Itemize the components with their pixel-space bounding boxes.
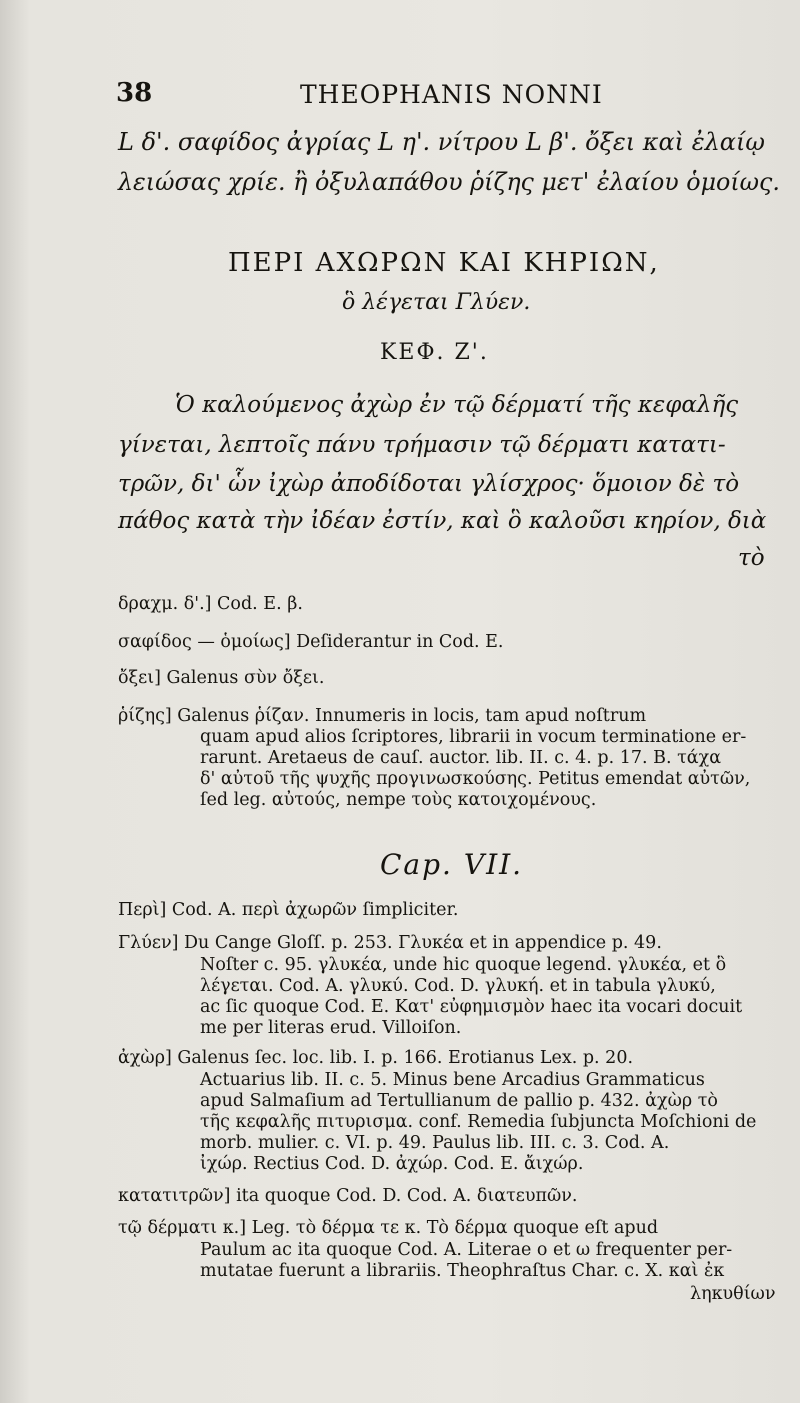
footnote-line: rarunt. Aretaeus de cauſ. auctor. lib. II. c. 4. p. 17. B. τάχα [200,748,722,768]
footnote-line: δ' αὐτοῦ τῆς ψυχῆς προγινωσκούσης. Petitus emendat αὐτῶν, [200,769,751,789]
cap-heading: Cap. VII. [380,848,524,881]
footnote-line: Περὶ] Cod. A. περὶ ἀχωρῶν ſimpliciter. [118,900,459,920]
page-number: 38 [116,78,153,108]
catchword: ληκυθίων [690,1284,776,1304]
section-subtitle: ὃ λέγεται Γλύεν. [342,290,531,315]
footnote-line: Γλύεν] Du Cange Gloſſ. p. 253. Γλυκέα et in appendice p. 49. [118,933,662,953]
footnote-line: ſed leg. αὐτούς, nempe τοὺς κατοιχομένους. [200,790,597,810]
footnote-line: morb. mulier. c. VI. p. 49. Paulus lib. III. c. 3. Cod. A. [200,1133,670,1153]
footnote-line: κατατιτρῶν] ita quoque Cod. D. Cod. A. διατευπῶν. [118,1186,578,1206]
footnote-line: δραχμ. δ'.] Cod. E. β. [118,594,303,614]
chapter-heading: ΚΕΦ. Ζ'. [380,340,489,365]
footnote-line: Actuarius lib. II. c. 5. Minus bene Arcadius Grammaticus [200,1070,705,1090]
body-line: λειώσας χρίε. ἢ ὀξυλαπάθου ῥίζης μετ' ἐλαίου ὁμοίως. [118,168,780,196]
footnote-line: ac ſic quoque Cod. E. Κατ' εὐφημισμὸν haec ita vocari docuit [200,997,743,1017]
body-line: L δ'. σαφίδος ἀγρίας L η'. νίτρου L β'. ὄξει καὶ ἐλαίῳ [118,128,765,156]
running-header [110,76,770,116]
footnote-line: ὄξει] Galenus σὺν ὄξει. [118,668,325,688]
footnote-line: Paulum ac ita quoque Cod. A. Literae ο et ω frequenter per- [200,1240,733,1260]
chapter-line: τρῶν, δι' ὧν ἰχὼρ ἀποδίδοται γλίσχρος· ὅμοιον δὲ τὸ [118,471,740,497]
footnote-line: me per literas erud. Villoiſon. [200,1018,462,1038]
section-title: ΠΕΡΙ ΑΧΩΡΩΝ ΚΑΙ ΚΗΡΙΩΝ, [228,248,660,278]
footnote-line: ἰχώρ. Rectius Cod. D. ἀχώρ. Cod. E. ἄιχώρ. [200,1154,584,1174]
chapter-line: πάθος κατὰ τὴν ἰδέαν ἐστίν, καὶ ὃ καλοῦσι κηρίον, διὰ [118,508,767,534]
chapter-line: Ὁ καλούμενος ἀχὼρ ἐν τῷ δέρματί τῆς κεφαλῆς [175,392,739,418]
footnote-line: mutatae fuerunt a librariis. Theophraſtus Char. c. X. καὶ ἐκ [200,1261,725,1281]
running-head-title: THEOPHANIS NONNI [300,80,603,109]
footnote-line: ῥίζης] Galenus ῥίζαν. Innumeris in locis, tam apud noſtrum [118,706,647,726]
footnote-line: τῆς κεφαλῆς πιτυρισμα. conf. Remedia ſubjuncta Moſchioni de [200,1112,757,1132]
footnote-line: ἀχὼρ] Galenus ſec. loc. lib. I. p. 166. Erotianus Lex. p. 20. [118,1048,634,1068]
catchword: τὸ [738,545,765,571]
footnote-line: apud Salmaſium ad Tertullianum de pallio p. 432. ἀχὼρ τὸ [200,1091,718,1111]
footnote-line: quam apud alios ſcriptores, librarii in vocum terminatione er- [200,727,747,747]
chapter-line: γίνεται, λεπτοῖς πάνυ τρήμασιν τῷ δέρματι κατατι- [118,432,726,458]
footnote-line: σαφίδος — ὁμοίως] Deſiderantur in Cod. E. [118,632,504,652]
footnote-line: Noſter c. 95. γλυκέα, unde hic quoque legend. γλυκέα, et ὃ [200,955,727,975]
footnote-line: λέγεται. Cod. A. γλυκύ. Cod. D. γλυκή. et in tabula γλυκύ, [200,976,716,996]
footnote-line: τῷ δέρματι κ.] Leg. τὸ δέρμα τε κ. Τὸ δέρμα quoque eſt apud [118,1218,659,1238]
